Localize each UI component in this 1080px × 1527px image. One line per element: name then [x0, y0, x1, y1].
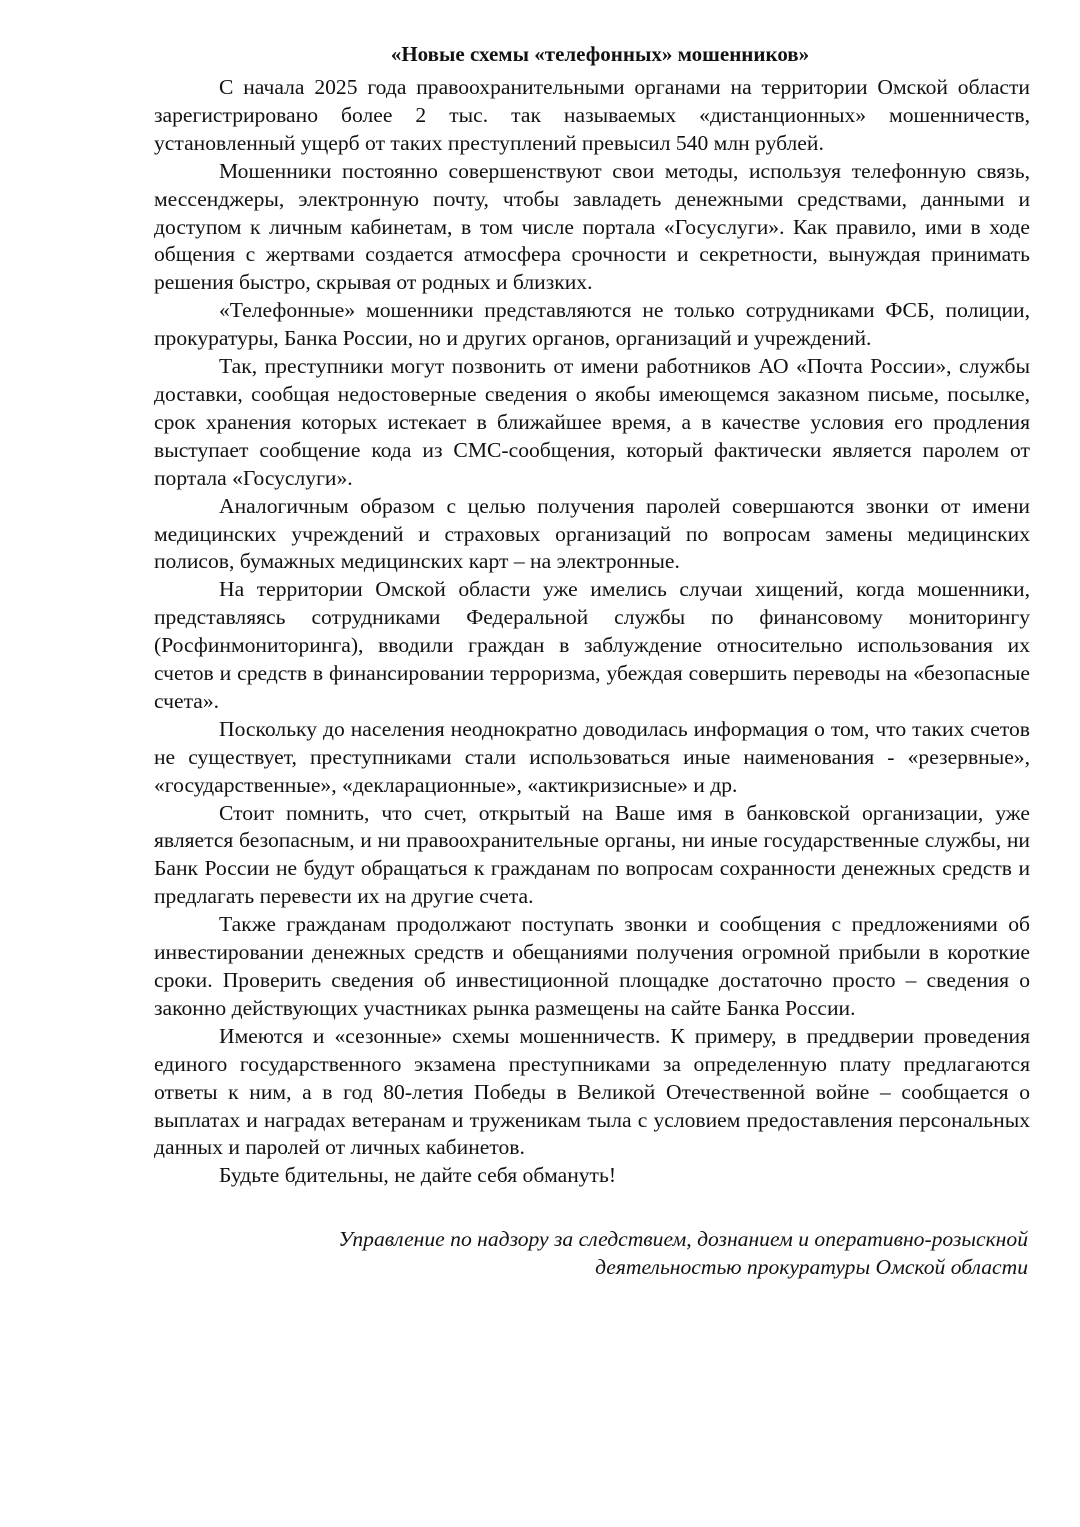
paragraph-2: Мошенники постоянно совершенствуют свои методы, используя телефонную связь, мессенджеры, электронную почту, чтобы завладеть денежными средствами, данными и доступом к личным кабинетам, в том числе портала «Госуслуги». Как правило, ими в ходе общения с жертвами создается атмосфера срочности и секретности, вынуждая принимать решения быстро, скрывая от родных и близких. [154, 158, 1030, 295]
signature-line-1: Управление по надзору за следствием, дознанием и оперативно-розыскной [338, 1227, 1028, 1252]
document-body [154, 74, 1030, 1190]
paragraph-5: Аналогичным образом с целью получения паролей совершаются звонки от имени медицинских учреждений и страховых организаций по вопросам замены медицинских полисов, бумажных медицинских карт – на электронные. [154, 493, 1030, 574]
paragraph-10: Имеются и «сезонные» схемы мошенничеств. К примеру, в преддверии проведения единого государственного экзамена преступниками за определенную плату предлагаются ответы к ним, а в год 80-летия Победы в Великой Отечественной войне – сообщается о выплатах и наградах ветеранам и труженикам тыла с условием предоставления персональных данных и паролей от личных кабинетов. [154, 1023, 1030, 1160]
paragraph-8: Стоит помнить, что счет, открытый на Ваше имя в банковской организации, уже является безопасным, и ни правоохранительные органы, ни иные государственные службы, ни Банк России не будут обращаться к гражданам по вопросам сохранности денежных средств и предлагать перевести их на другие счета. [154, 800, 1030, 909]
document-page [154, 40, 1030, 1281]
document-title: «Новые схемы «телефонных» мошенников» [390, 42, 810, 66]
paragraph-4: Так, преступники могут позвонить от имени работников АО «Почта России», службы доставки, сообщая недостоверные сведения о якобы имеющемся заказном письме, посылке, срок хранения которых истекает в ближайшее время, а в качестве условия его продления выступает сообщение кода из СМС-сообщения, который фактически является паролем от портала «Госуслуги». [154, 354, 1030, 490]
paragraph-11: Будьте бдительны, не дайте себя обмануть! [219, 1163, 617, 1188]
paragraph-9: Также гражданам продолжают поступать звонки и сообщения с предложениями об инвестировании денежных средств и обещаниями получения огромной прибыли в короткие сроки. Проверить сведения об инвестиционной площадке достаточно просто – сведения о законно действующих участниках рынка размещены на сайте Банка России. [154, 912, 1030, 1020]
paragraph-1: С начала 2025 года правоохранительными органами на территории Омской области зарегистрировано более 2 тыс. так называемых «дистанционных» мошенничеств, установленный ущерб от таких преступлений превысил 540 млн рублей. [154, 75, 1030, 155]
signature-line-2: деятельностью прокуратуры Омской области [595, 1255, 1028, 1280]
paragraph-7: Поскольку до населения неоднократно доводилась информация о том, что таких счетов не существует, преступниками стали использоваться иные наименования - «резервные», «государственные», «декларационные», «актикризисные» и др. [154, 716, 1030, 797]
paragraph-6: На территории Омской области уже имелись случаи хищений, когда мошенники, представляясь сотрудниками Федеральной службы по финансовому мониторингу (Росфинмониторинга), вводили граждан в заблуждение относительно использования их счетов и средств в финансировании терроризма, убеждая совершить переводы на «безопасные счета». [154, 577, 1030, 713]
paragraph-3: «Телефонные» мошенники представляются не только сотрудниками ФСБ, полиции, прокуратуры, Банка России, но и других органов, организаций и учреждений. [154, 298, 1030, 351]
signature-block [154, 1225, 1030, 1281]
